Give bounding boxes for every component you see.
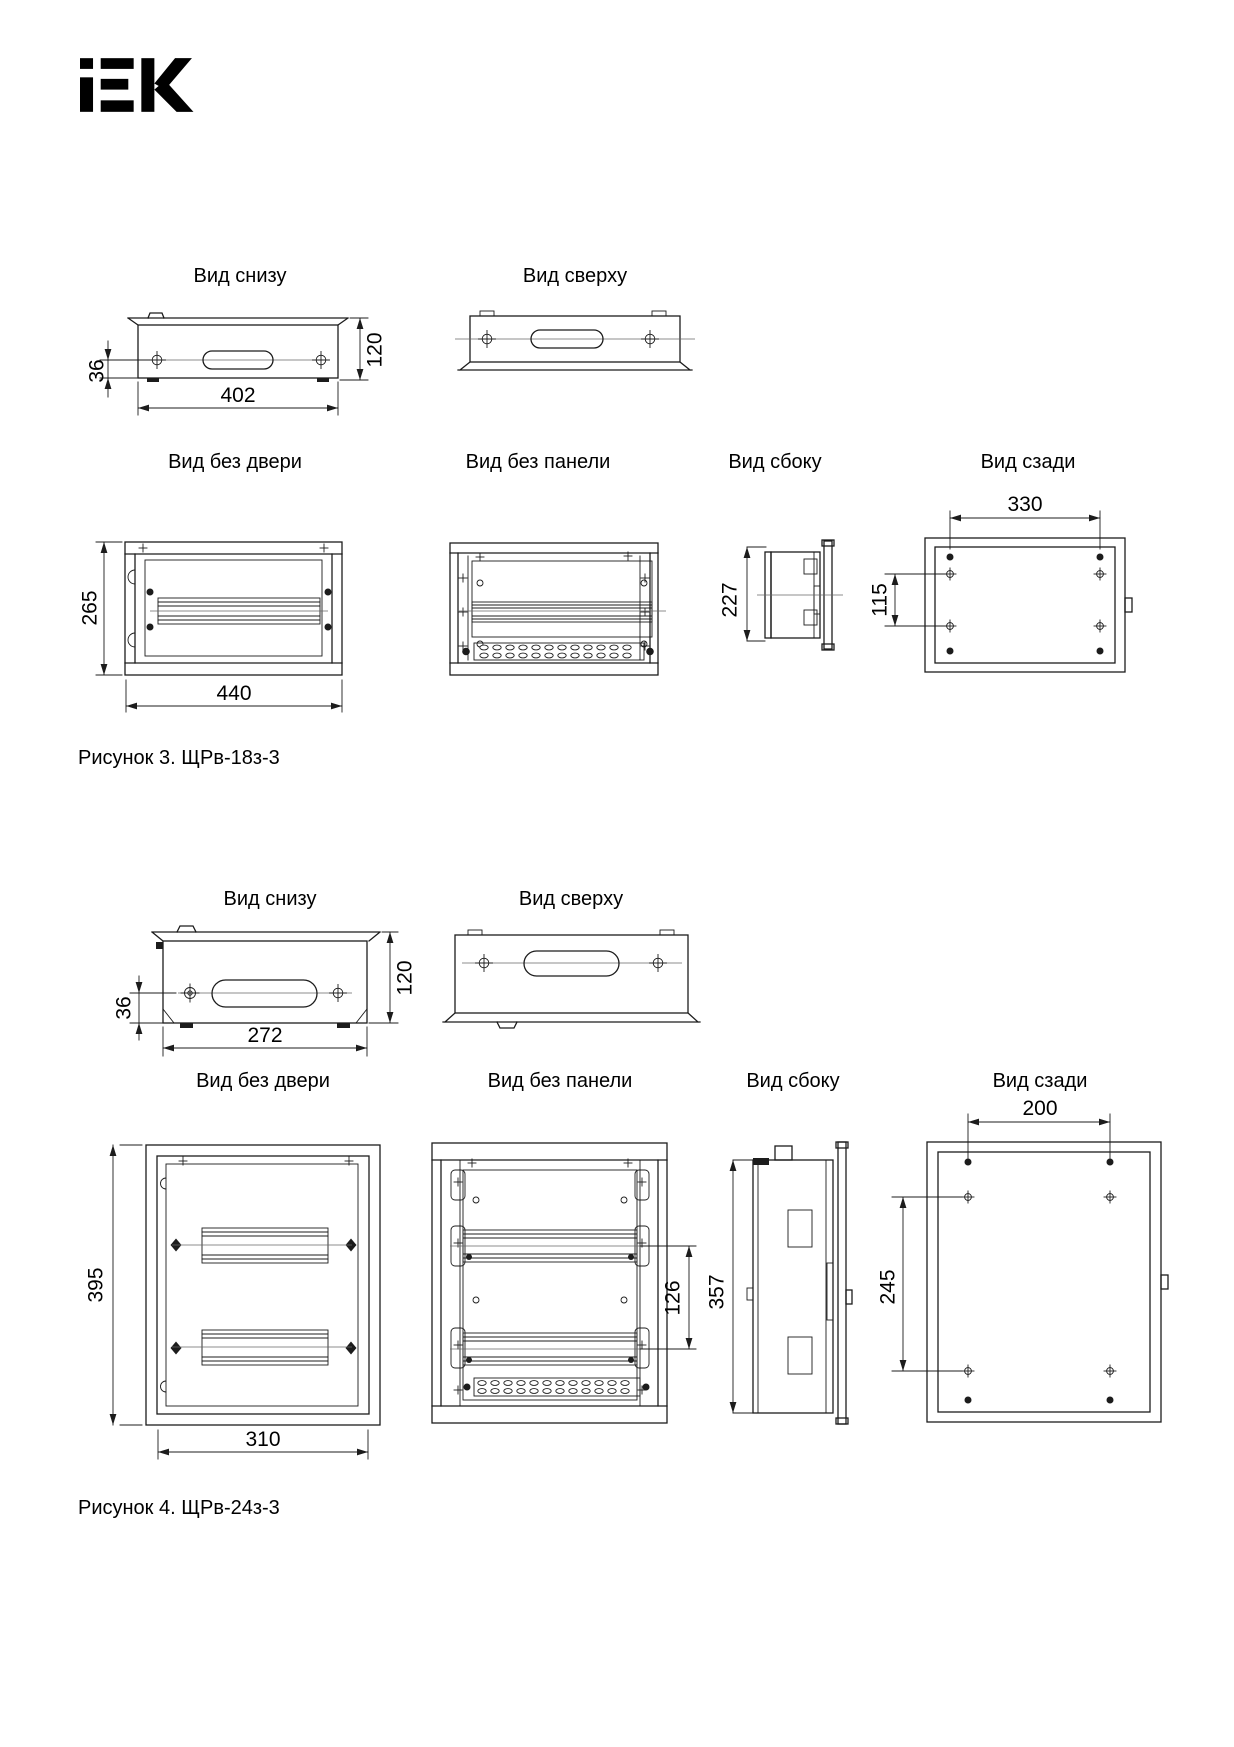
fig3-dim-bottom-width-value: 402: [220, 384, 256, 407]
din-rail: [458, 602, 666, 622]
fig3-title-no-door-view: Вид без двери: [168, 451, 302, 473]
fig3-title-top-view: Вид сверху: [522, 265, 628, 287]
fig3-dim-bottom-offset: [85, 341, 149, 397]
fig3-top-view-drawing: [455, 311, 695, 370]
fig3-dim-side-height-value: 227: [718, 582, 742, 618]
screw-target-icon: [642, 331, 659, 348]
screw-target-icon: [650, 955, 667, 972]
fig4-dim-rail-spacing: [640, 1246, 696, 1349]
fig3-dim-rear-mount-width: [950, 493, 1100, 549]
fig4-dim-bottom-depth-value: 120: [393, 960, 417, 996]
fig4-dim-rail-spacing-value: 126: [661, 1280, 685, 1316]
fig4-no-door-view-drawing: [146, 1145, 380, 1425]
fig3-caption: Рисунок 3. ЩРв-18з-3: [78, 747, 280, 769]
fig4-dim-front-height-value: 395: [84, 1267, 108, 1303]
fig3-dim-side-height: [718, 547, 766, 641]
fig4-dim-rear-mount-width-value: 200: [1022, 1097, 1058, 1120]
fig4-dim-rear-mount-width: [968, 1097, 1110, 1158]
din-rail: [150, 598, 328, 624]
fig3-dim-front-height-value: 265: [78, 590, 102, 626]
fig4-dim-bottom-width: [163, 1024, 367, 1056]
cable-perforation-strip: [462, 643, 654, 660]
fig3-dim-bottom-depth: [340, 318, 386, 380]
fig3-dim-bottom-width: [138, 382, 338, 415]
mount-hole-icon: [1094, 568, 1106, 580]
fig3-dim-rear-mount-offset-value: 115: [868, 583, 892, 617]
screw-icon: [320, 544, 328, 552]
fig4-no-panel-view-drawing: [432, 1143, 667, 1423]
fig4-title-bottom-view: Вид снизу: [223, 888, 317, 910]
fig4-dim-bottom-depth: [369, 932, 416, 1023]
din-rail: [450, 1230, 652, 1262]
fig3-dim-front-width-value: 440: [216, 682, 252, 705]
fig4-title-top-view: Вид сверху: [518, 888, 624, 910]
fig3-title-side-view: Вид сбоку: [728, 451, 822, 473]
fig3-title-bottom-view: Вид снизу: [193, 265, 287, 287]
fig3-dim-bottom-offset-value: 36: [85, 359, 109, 383]
screw-target-icon: [476, 955, 493, 972]
fig3-dim-bottom-depth-value: 120: [363, 332, 387, 368]
fig4-title-no-door-view: Вид без двери: [196, 1070, 330, 1092]
din-rail: [172, 1330, 352, 1365]
mount-hole-icon: [962, 1365, 974, 1377]
screw-target-icon: [313, 352, 330, 369]
screw-icon: [139, 544, 147, 552]
fig4-dim-bottom-width-value: 272: [247, 1024, 283, 1047]
fig3-title-rear-view: Вид сзади: [980, 451, 1076, 473]
fig3-no-panel-view-drawing: [450, 543, 666, 675]
fig4-dim-bottom-offset: [112, 976, 176, 1040]
mount-hole-icon: [171, 1342, 182, 1355]
screw-target-icon: [149, 352, 166, 369]
screw-target-icon: [479, 331, 496, 348]
fig3-title-no-panel-view: Вид без панели: [465, 451, 611, 473]
fig4-bottom-view-drawing: [152, 926, 380, 1028]
fig4-caption: Рисунок 4. ЩРв-24з-3: [78, 1497, 280, 1519]
fig4-dim-side-height-value: 357: [705, 1274, 729, 1310]
fig4-title-no-panel-view: Вид без панели: [487, 1070, 633, 1092]
cable-perforation-strip: [464, 1378, 650, 1396]
fig4-dim-front-width-value: 310: [245, 1428, 281, 1451]
fig3-bottom-view-drawing: [128, 313, 348, 382]
fig3-dim-front-height: [78, 542, 122, 675]
din-rail: [450, 1333, 652, 1365]
fig3-side-view-drawing: [757, 540, 843, 650]
fig4-dim-rear-mount-offset-value: 245: [876, 1269, 900, 1305]
mount-hole-icon: [962, 1191, 974, 1203]
fig4-dim-front-height: [84, 1145, 142, 1425]
fig4-rear-view-drawing: [927, 1142, 1168, 1422]
fig4-dim-bottom-offset-value: 36: [112, 996, 136, 1020]
fig3-dim-rear-mount-width-value: 330: [1007, 493, 1043, 516]
mount-hole-icon: [1104, 1365, 1116, 1377]
fig4-side-view-drawing: [747, 1142, 852, 1424]
fig4-top-view-drawing: [443, 930, 700, 1028]
screw-target-icon: [330, 985, 347, 1002]
fig4-dim-front-width: [158, 1428, 368, 1459]
fig3-no-door-view-drawing: [125, 542, 342, 675]
fig4-title-rear-view: Вид сзади: [992, 1070, 1088, 1092]
fig4-title-side-view: Вид сбоку: [746, 1070, 840, 1092]
mount-hole-icon: [1094, 620, 1106, 632]
screw-target-icon: [181, 984, 199, 1002]
mount-hole-icon: [346, 1342, 357, 1355]
mount-hole-icon: [1104, 1191, 1116, 1203]
fig3-rear-view-drawing: [925, 538, 1132, 672]
fig4-dim-side-height: [705, 1160, 756, 1413]
fig3-dim-front-width: [126, 680, 342, 712]
din-rail: [172, 1228, 352, 1263]
fig4-dim-rear-mount-offset: [876, 1197, 962, 1371]
